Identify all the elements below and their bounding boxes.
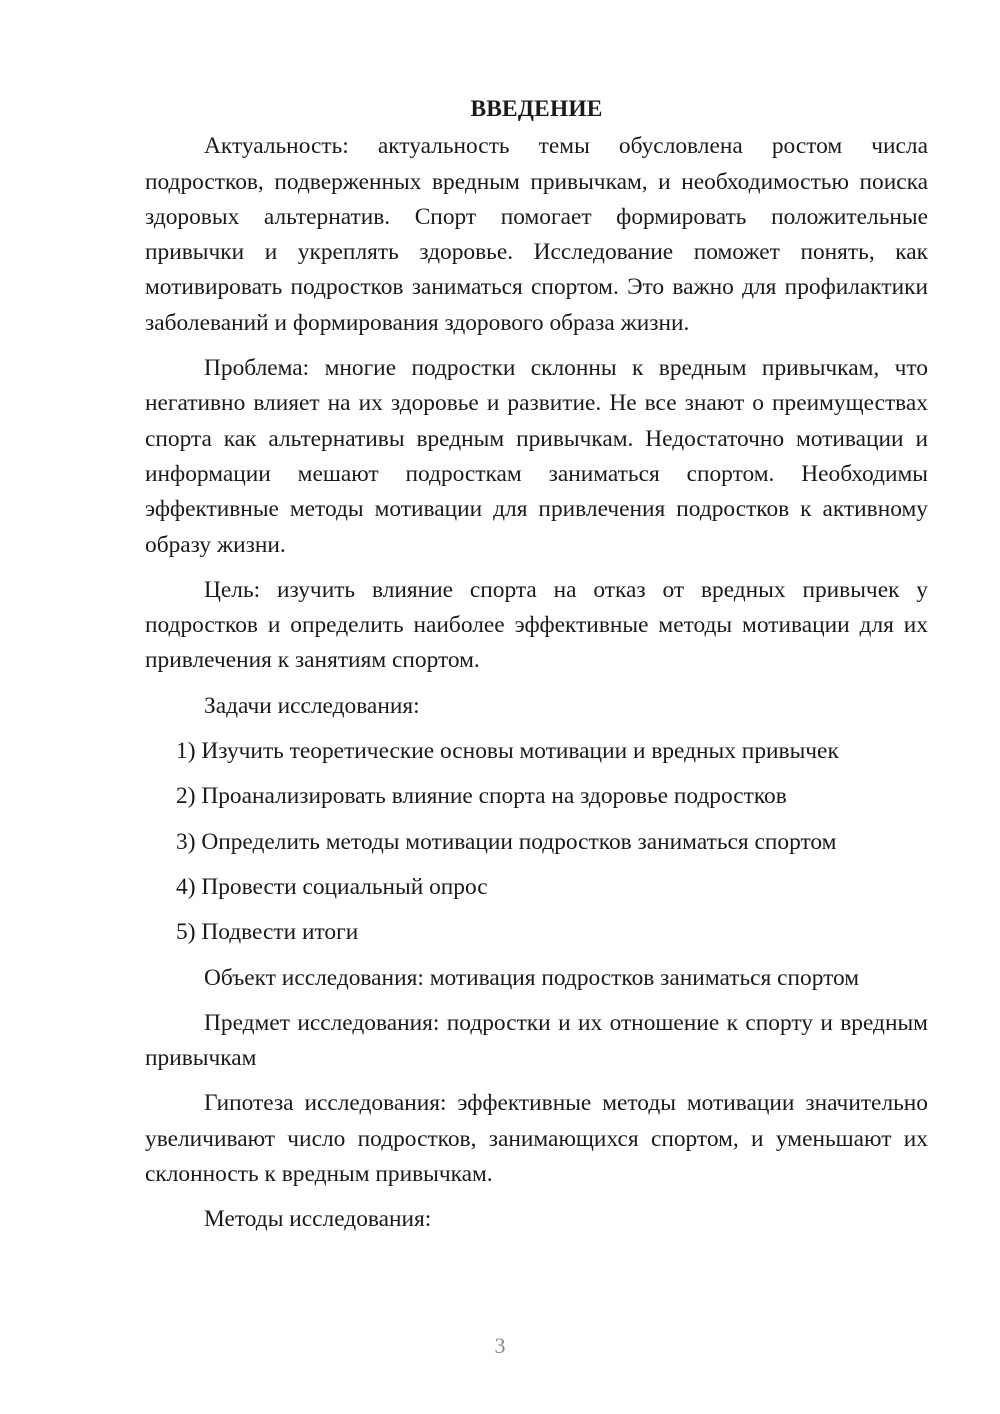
- section-heading: ВВЕДЕНИЕ: [470, 96, 603, 122]
- document-page: [145, 92, 928, 1238]
- subject-paragraph: Предмет исследования: подростки и их отношение к спорту и вредным привычкам: [145, 1009, 928, 1072]
- goal-paragraph: Цель: изучить влияние спорта на отказ от вредных привычек у подростков и определить наиболее эффективные методы мотивации для их привлечения к занятиям спортом.: [145, 576, 928, 674]
- methods-line: Методы исследования:: [204, 1206, 432, 1233]
- tasks-heading: Задачи исследования:: [204, 692, 420, 719]
- hypothesis-paragraph: Гипотеза исследования: эффективные методы мотивации значительно увеличивают число подростков, занимающихся спортом, и уменьшают их склонность к вредным привычкам.: [145, 1090, 928, 1188]
- task-item: 3) Определить методы мотивации подростков заниматься спортом: [176, 828, 837, 855]
- task-item: 1) Изучить теоретические основы мотивации и вредных привычек: [176, 738, 839, 765]
- task-item: 5) Подвести итоги: [176, 919, 359, 946]
- task-item: 2) Проанализировать влияние спорта на здоровье подростков: [176, 783, 787, 810]
- tasks-list: [145, 734, 928, 950]
- task-item: 4) Провести социальный опрос: [176, 873, 488, 900]
- page-number: 3: [494, 1333, 506, 1358]
- object-line: Объект исследования: мотивация подростков заниматься спортом: [204, 964, 860, 991]
- problem-paragraph: Проблема: многие подростки склонны к вредным привычкам, что негативно влияет на их здоровье и развитие. Не все знают о преимуществах спорта как альтернативы вредным привычкам. Недостаточно мотивации и информации мешают подросткам заниматься спортом. Необходимы эффективные методы мотивации для привлечения подростков к активному образу жизни.: [145, 355, 928, 558]
- relevance-paragraph: Актуальность: актуальность темы обусловлена ростом числа подростков, подверженных вредным привычкам, и необходимостью поиска здоровых альтернатив. Спорт помогает формировать положительные привычки и укреплять здоровье. Исследование поможет понять, как мотивировать подростков заниматься спортом. Это важно для профилактики заболеваний и формирования здорового образа жизни.: [145, 133, 928, 336]
